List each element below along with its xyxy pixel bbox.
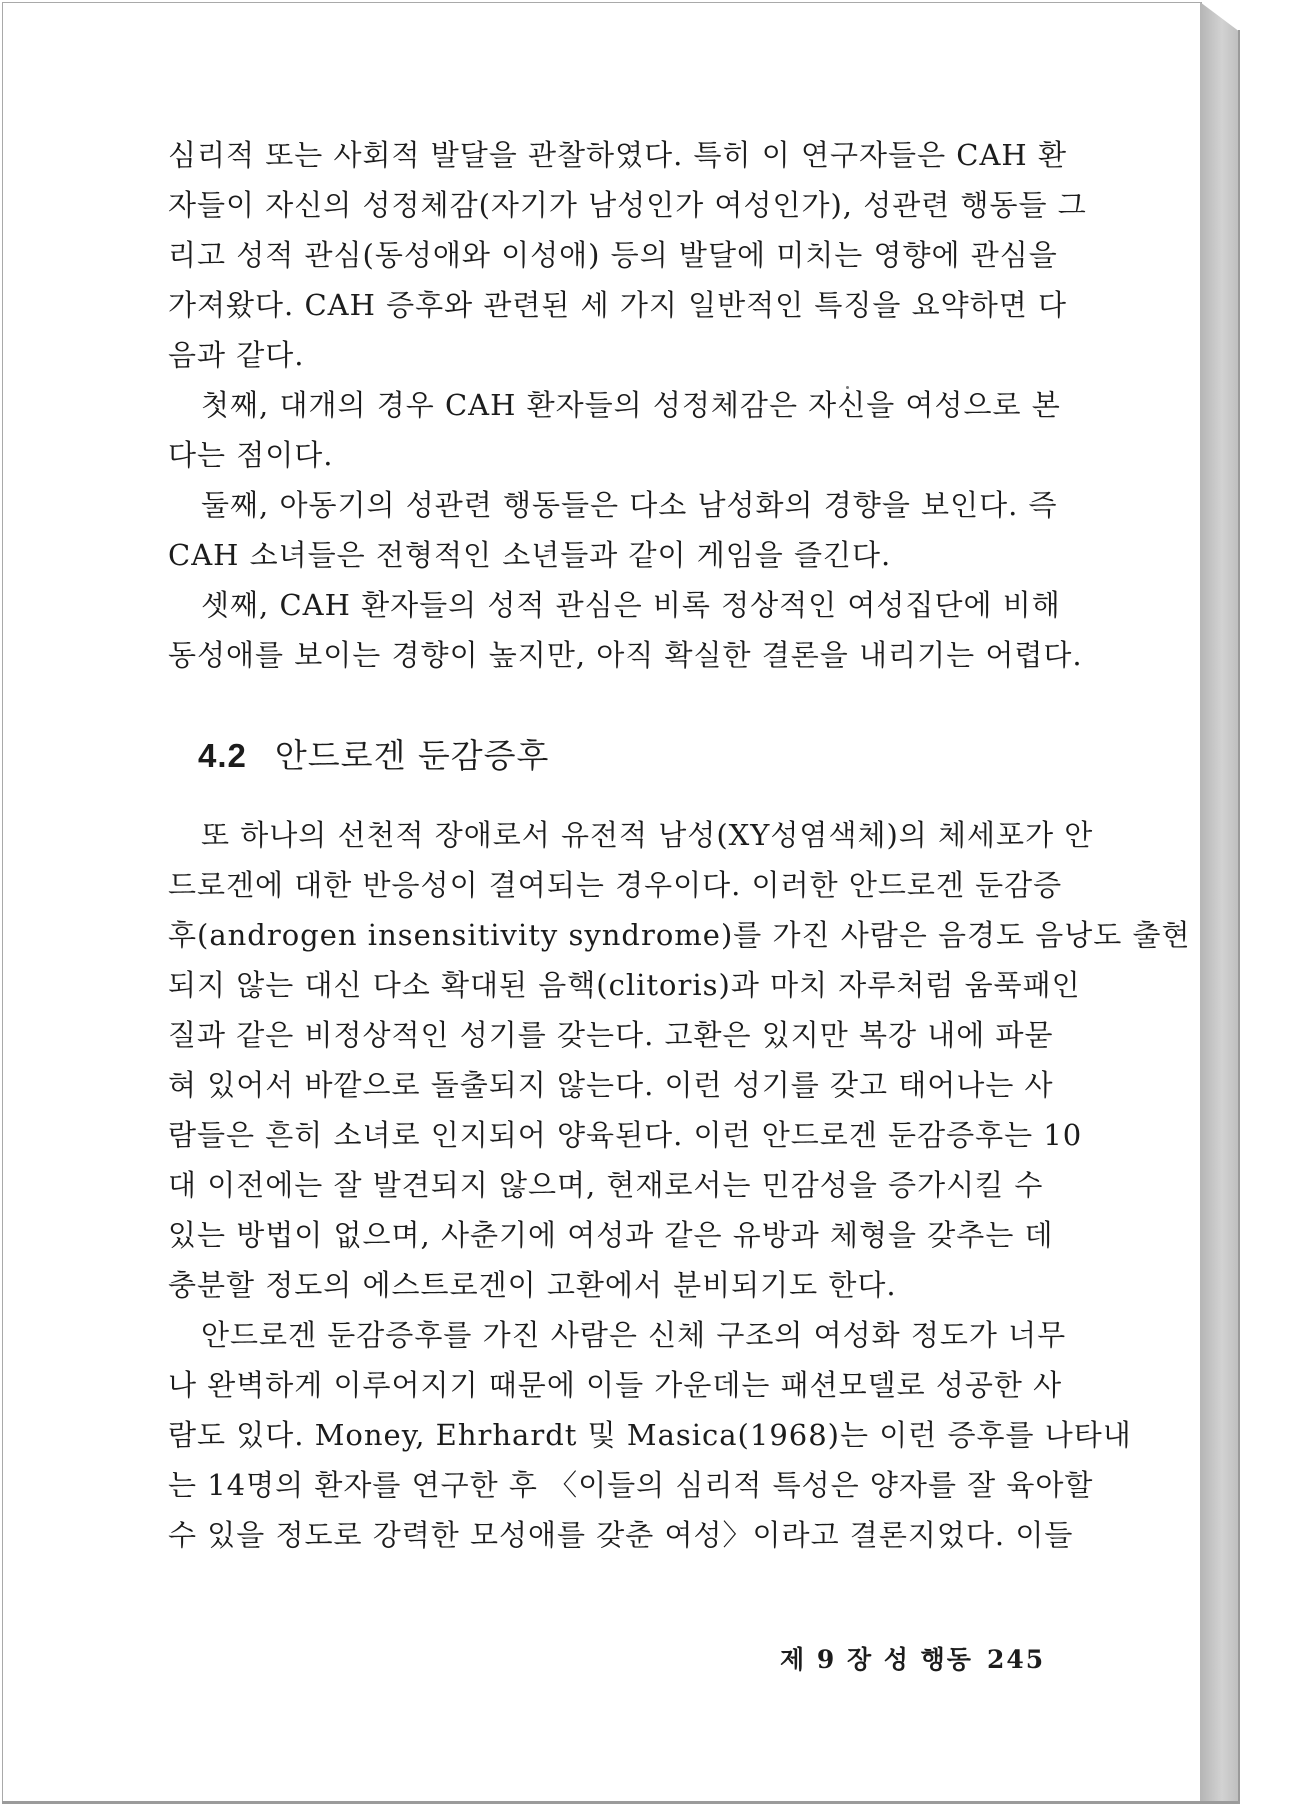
- text-line: 또 하나의 선천적 장애로서 유전적 남성(XY성염색체)의 체세포가 안: [201, 818, 1094, 852]
- text-line: 음과 같다.: [168, 338, 305, 372]
- page-stack-border: [1238, 30, 1240, 1803]
- text-line: 가져왔다. CAH 증후와 관련된 세 가지 일반적인 특징을 요약하면 다: [168, 288, 1067, 322]
- text-line: 람들은 흔히 소녀로 인지되어 양육된다. 이런 안드로겐 둔감증후는 10: [168, 1118, 1083, 1152]
- text-line: 혀 있어서 바깥으로 돌출되지 않는다. 이런 성기를 갖고 태어나는 사: [168, 1068, 1054, 1102]
- text-line: 다는 점이다.: [168, 438, 334, 472]
- text-line: 후(androgen insensitivity syndrome)를 가진 사람은 음경도 음낭도 출현: [168, 918, 1191, 952]
- text-line: 는 14명의 환자를 연구한 후 〈이들의 심리적 특성은 양자를 잘 육아할: [168, 1468, 1094, 1502]
- text-line: CAH 소녀들은 전형적인 소년들과 같이 게임을 즐긴다.: [168, 538, 892, 572]
- page-bottom-border: [2, 1801, 1240, 1804]
- text-line: 심리적 또는 사회적 발달을 관찰하였다. 특히 이 연구자들은 CAH 환: [168, 138, 1067, 172]
- text-line: 람도 있다. Money, Ehrhardt 및 Masica(1968)는 이런 증후를 나타내: [168, 1418, 1132, 1452]
- section-title: 안드로겐 둔감증후: [274, 736, 550, 775]
- text-line: 자들이 자신의 성정체감(자기가 남성인가 여성인가), 성관련 행동들 그: [168, 188, 1087, 222]
- text-line: 있는 방법이 없으며, 사춘기에 여성과 같은 유방과 체형을 갖추는 데: [168, 1218, 1054, 1252]
- section-number: 4.2: [198, 737, 247, 774]
- text-line: 나 완벽하게 이루어지기 때문에 이들 가운데는 패션모델로 성공한 사: [168, 1368, 1063, 1402]
- section-heading: [198, 730, 549, 777]
- text-line: 동성애를 보이는 경향이 높지만, 아직 확실한 결론을 내리기는 어렵다.: [168, 638, 1083, 672]
- text-line: 충분할 정도의 에스트로겐이 고환에서 분비되기도 한다.: [168, 1268, 897, 1302]
- body-text-top: [168, 130, 1087, 680]
- chapter-label: 제 9 장 성 행동: [780, 1645, 973, 1674]
- text-line: 드로겐에 대한 반응성이 결여되는 경우이다. 이러한 안드로겐 둔감증: [168, 868, 1063, 902]
- text-line: 리고 성적 관심(동성애와 이성애) 등의 발달에 미치는 영향에 관심을: [168, 238, 1058, 272]
- text-line: 질과 같은 비정상적인 성기를 갖는다. 고환은 있지만 복강 내에 파묻: [168, 1018, 1054, 1052]
- text-line: 첫째, 대개의 경우 CAH 환자들의 성정체감은 자신을 여성으로 본: [201, 388, 1061, 422]
- text-line: 안드로겐 둔감증후를 가진 사람은 신체 구조의 여성화 정도가 너무: [201, 1318, 1067, 1352]
- text-line: 수 있을 정도로 강력한 모성애를 갖춘 여성〉이라고 결론지었다. 이들: [168, 1518, 1074, 1552]
- text-line: 둘째, 아동기의 성관련 행동들은 다소 남성화의 경향을 보인다. 즉: [201, 488, 1058, 522]
- page-stack-edge: [1200, 2, 1240, 1803]
- body-text-bottom: [168, 810, 1191, 1560]
- text-line: 되지 않는 대신 다소 확대된 음핵(clitoris)과 마치 자루처럼 움푹패인: [168, 968, 1081, 1002]
- text-line: 셋째, CAH 환자들의 성적 관심은 비록 정상적인 여성집단에 비해: [201, 588, 1061, 622]
- page-number: 245: [986, 1645, 1046, 1674]
- text-line: 대 이전에는 잘 발견되지 않으며, 현재로서는 민감성을 증가시킬 수: [168, 1168, 1044, 1202]
- running-footer: [780, 1640, 1045, 1676]
